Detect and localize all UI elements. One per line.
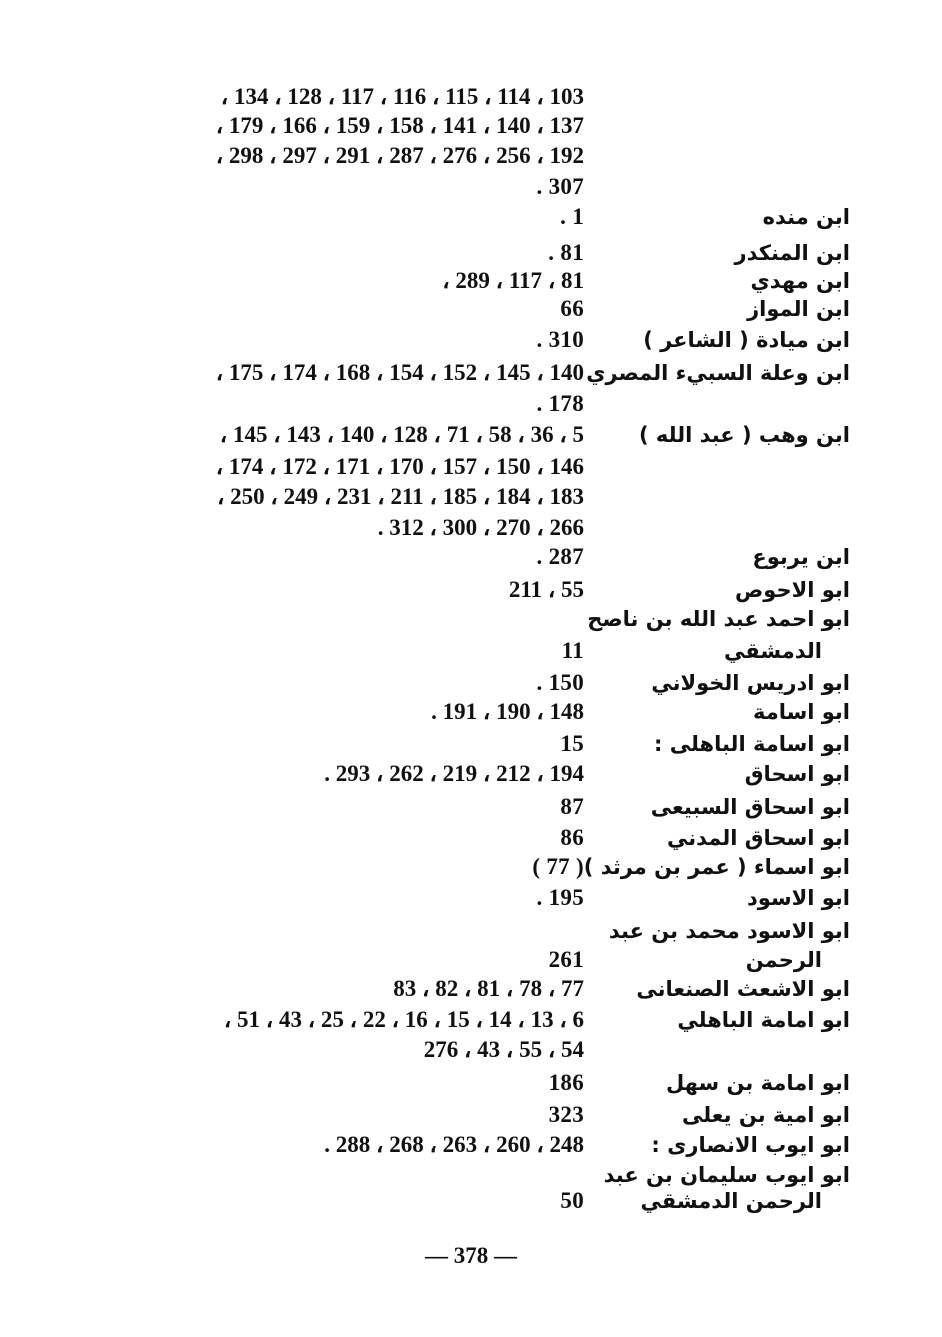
entry-pages: 266 ، 270 ، 300 ، 312 . <box>377 515 584 540</box>
index-entry <box>0 916 942 946</box>
entry-name: ابن المواز <box>747 297 850 321</box>
entry-name: ابو اسحاق المدني <box>667 826 850 850</box>
index-entry <box>0 482 942 512</box>
entry-pages: 140 ، 145 ، 152 ، 154 ، 168 ، 174 ، 175 ، <box>215 360 584 385</box>
entry-pages: ( 77 ) <box>532 854 584 879</box>
index-entry <box>0 82 942 112</box>
entry-name: ابو ايوب الانصارى : <box>651 1133 850 1157</box>
index-entry <box>0 604 942 634</box>
entry-name: ابن منده <box>762 205 850 229</box>
index-entry <box>0 202 942 232</box>
entry-name: الرحمن الدمشقي <box>640 1189 822 1213</box>
entry-name: ابو امامة بن سهل <box>665 1071 850 1095</box>
entry-name: ابو الاسود محمد بن عبد <box>608 919 850 943</box>
index-entry <box>0 141 942 171</box>
entry-pages: 66 <box>560 296 584 321</box>
entry-name: ابو اسامة <box>752 700 850 724</box>
entry-name: الدمشقي <box>724 639 822 663</box>
entry-name: ابن وهب ( عبد الله ) <box>638 423 850 447</box>
entry-name: ابو ادريس الخولاني <box>651 671 850 695</box>
index-entry <box>0 172 942 202</box>
index-entry <box>0 883 942 913</box>
entry-name: الرحمن <box>745 948 822 972</box>
entry-pages: 50 <box>560 1188 584 1213</box>
entry-pages: 103 ، 114 ، 115 ، 116 ، 117 ، 128 ، 134 ، <box>220 84 584 109</box>
index-entry <box>0 759 942 789</box>
index-entry <box>0 389 942 419</box>
entry-pages: 11 <box>561 638 584 663</box>
entry-pages: 195 . <box>536 885 584 910</box>
entry-pages: 54 ، 55 ، 43 ، 276 <box>423 1037 584 1062</box>
entry-pages: 81 . <box>548 240 584 265</box>
entry-pages: 287 . <box>536 544 584 569</box>
entry-name: ابو الاحوص <box>735 578 850 602</box>
index-entry <box>0 945 942 975</box>
index-entry <box>0 974 942 1004</box>
entry-pages: 323 <box>548 1102 584 1127</box>
entry-pages: 183 ، 184 ، 185 ، 211 ، 231 ، 249 ، 250 ، <box>216 484 584 509</box>
entry-name: ابن وعلة السبيء المصري <box>586 361 850 385</box>
entry-pages: 87 <box>560 794 584 819</box>
index-entry <box>0 1130 942 1160</box>
entry-pages: 261 <box>548 947 584 972</box>
index-entry <box>0 358 942 388</box>
entry-pages: 150 . <box>536 670 584 695</box>
entry-name: ابو اسماء ( عمر بن مرثد ) <box>583 855 850 879</box>
entry-pages: 55 ، 211 <box>508 577 584 602</box>
index-entry <box>0 513 942 543</box>
index-entry <box>0 1186 942 1216</box>
index-entry <box>0 697 942 727</box>
index-entry <box>0 238 942 268</box>
index-entry <box>0 266 942 296</box>
entry-pages: 307 . <box>536 174 584 199</box>
entry-pages: 15 <box>560 731 584 756</box>
index-entry <box>0 325 942 355</box>
entry-pages: 186 <box>548 1070 584 1095</box>
entry-pages: 6 ، 13 ، 14 ، 15 ، 16 ، 22 ، 25 ، 43 ، 51 ، <box>223 1007 584 1032</box>
entry-name: ابو الاسود <box>747 886 850 910</box>
index-entry <box>0 668 942 698</box>
entry-pages: 81 ، 117 ، 289 ، <box>442 268 584 293</box>
entry-name: ابو اسامة الباهلى : <box>654 732 850 756</box>
entry-pages: 146 ، 150 ، 157 ، 170 ، 171 ، 172 ، 174 ، <box>215 454 584 479</box>
index-entry <box>0 1068 942 1098</box>
entry-name: ابن المنكدر <box>734 241 850 265</box>
index-entry <box>0 575 942 605</box>
entry-name: ابن ميادة ( الشاعر ) <box>643 328 850 352</box>
index-entry <box>0 452 942 482</box>
entry-name: ابن يربوع <box>752 545 850 569</box>
entry-pages: 310 . <box>536 327 584 352</box>
index-entry <box>0 792 942 822</box>
entry-pages: 5 ، 36 ، 58 ، 71 ، 128 ، 140 ، 143 ، 145 ، <box>219 422 584 447</box>
index-entry <box>0 111 942 141</box>
entry-pages: 1 . <box>560 204 584 229</box>
entry-name: ابن مهدي <box>750 269 850 293</box>
entry-name: ابو احمد عبد الله بن ناصح <box>587 607 850 631</box>
index-entry <box>0 1100 942 1130</box>
entry-pages: 192 ، 256 ، 276 ، 287 ، 291 ، 297 ، 298 ، <box>215 143 584 168</box>
entry-name: ابو امامة الباهلي <box>677 1008 850 1032</box>
page-number: — 378 — <box>425 1243 517 1268</box>
index-entry <box>0 294 942 324</box>
entry-name: ابو اسحاق السبيعى <box>650 795 850 819</box>
entry-pages: 178 . <box>536 391 584 416</box>
index-entry <box>0 636 942 666</box>
entry-name: ابو اسحاق <box>744 762 850 786</box>
entry-name: ابو الاشعث الصنعانى <box>636 977 850 1001</box>
entry-pages: 86 <box>560 825 584 850</box>
entry-name: ابو ايوب سليمان بن عبد <box>603 1163 850 1187</box>
entry-pages: 148 ، 190 ، 191 . <box>431 699 584 724</box>
index-entry <box>0 1005 942 1035</box>
index-entry <box>0 823 942 853</box>
entry-pages: 77 ، 78 ، 81 ، 82 ، 83 <box>393 976 584 1001</box>
entry-pages: 248 ، 260 ، 263 ، 268 ، 288 . <box>324 1132 584 1157</box>
index-entry <box>0 729 942 759</box>
entry-pages: 137 ، 140 ، 141 ، 158 ، 159 ، 166 ، 179 ، <box>215 113 584 138</box>
entry-name: ابو امية بن يعلى <box>681 1103 850 1127</box>
index-entry <box>0 542 942 572</box>
index-entry <box>0 1035 942 1065</box>
entry-pages: 194 ، 212 ، 219 ، 262 ، 293 . <box>324 761 584 786</box>
index-entry <box>0 852 942 882</box>
index-entry <box>0 420 942 450</box>
